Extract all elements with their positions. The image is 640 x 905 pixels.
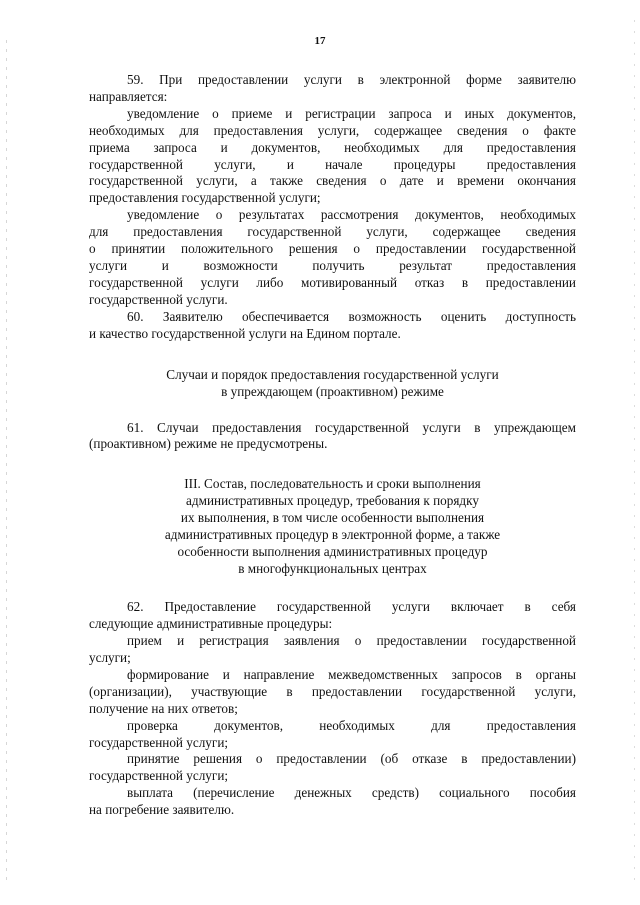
text-line: услуги;	[89, 650, 131, 666]
paragraph-59	[89, 72, 576, 106]
document-body	[89, 72, 576, 819]
text-line: выплата (перечисление денежных средств) социального пособия	[127, 785, 576, 801]
text-line: и качество государственной услуги на Едином портале.	[89, 325, 401, 341]
text-line: 62. Предоставление государственной услуги включает в себя	[127, 599, 576, 615]
text-line: для предоставления государственной услуги, содержащее сведения	[89, 224, 576, 240]
text-line: 61. Случаи предоставления государственной услуги в упреждающем	[127, 419, 576, 435]
text-line: направляется:	[89, 88, 168, 104]
list-item-procedure-payment	[89, 785, 576, 819]
text-line: принятие решения о предоставлении (об отказе в предоставлении)	[127, 751, 576, 767]
list-item-procedure-check	[89, 718, 576, 752]
section-heading-proactive	[89, 366, 576, 400]
text-line: на погребение заявителю.	[89, 802, 235, 818]
text-line: (проактивном) режиме не предусмотрены.	[89, 436, 328, 452]
text-line: уведомление о приеме и регистрации запроса и иных документов,	[127, 105, 576, 121]
text-line: государственной услуги;	[89, 768, 229, 784]
list-item-procedure-decision	[89, 751, 576, 785]
text-line: о принятии положительного решения о предоставлении государственной	[89, 241, 576, 257]
scan-edge-right	[634, 20, 635, 880]
text-line: уведомление о результатах рассмотрения документов, необходимых	[127, 207, 576, 223]
heading-line: III. Состав, последовательность и сроки выполнения	[184, 476, 481, 492]
text-line: приема запроса и документов, необходимых для предоставления	[89, 139, 576, 155]
paragraph-62	[89, 599, 576, 633]
scan-edge-left	[6, 40, 7, 880]
text-line: проверка документов, необходимых для предоставления	[127, 717, 576, 733]
list-item-receipt-notice	[89, 106, 576, 207]
text-line: получение на них ответов;	[89, 700, 238, 716]
text-line: следующие административные процедуры:	[89, 616, 333, 632]
list-item-procedure-requests	[89, 667, 576, 718]
text-line: государственной услуги.	[89, 291, 228, 307]
text-line: государственной услуги либо мотивированный отказ в предоставлении	[89, 274, 576, 290]
text-line: государственной услуги;	[89, 734, 229, 750]
text-line: государственной услуги, а также сведения о дате и времени окончания	[89, 173, 576, 189]
text-line: необходимых для предоставления услуги, содержащее сведения о факте	[89, 122, 576, 138]
text-line: формирование и направление межведомственных запросов в органы	[127, 666, 576, 682]
paragraph-61	[89, 420, 576, 454]
text-line: услуги и возможности получить результат предоставления	[89, 257, 576, 273]
heading-line: Случаи и порядок предоставления государственной услуги	[166, 366, 499, 382]
heading-line: административных процедур, требования к порядку	[186, 493, 479, 509]
heading-line: в многофункциональных центрах	[238, 561, 427, 577]
paragraph-60	[89, 309, 576, 343]
heading-line: административных процедур в электронной форме, а также	[164, 527, 501, 543]
list-item-results-notice	[89, 207, 576, 308]
text-line: предоставления государственной услуги;	[89, 190, 321, 206]
text-line: прием и регистрация заявления о предоставлении государственной	[127, 633, 576, 649]
page-number: 17	[314, 35, 326, 47]
text-line: государственной услуги, и начале процедуры предоставления	[89, 156, 576, 172]
text-line: (организации), участвующие в предоставлении государственной услуги,	[89, 683, 576, 699]
heading-line: в упреждающем (проактивном) режиме	[221, 383, 444, 399]
heading-line: их выполнения, в том числе особенности выполнения	[180, 510, 485, 526]
list-item-procedure-registration	[89, 633, 576, 667]
text-line: 60. Заявителю обеспечивается возможность оценить доступность	[127, 308, 576, 324]
heading-line: особенности выполнения административных процедур	[177, 544, 488, 560]
section-heading-iii	[89, 475, 576, 577]
text-line: 59. При предоставлении услуги в электронной форме заявителю	[127, 72, 576, 87]
